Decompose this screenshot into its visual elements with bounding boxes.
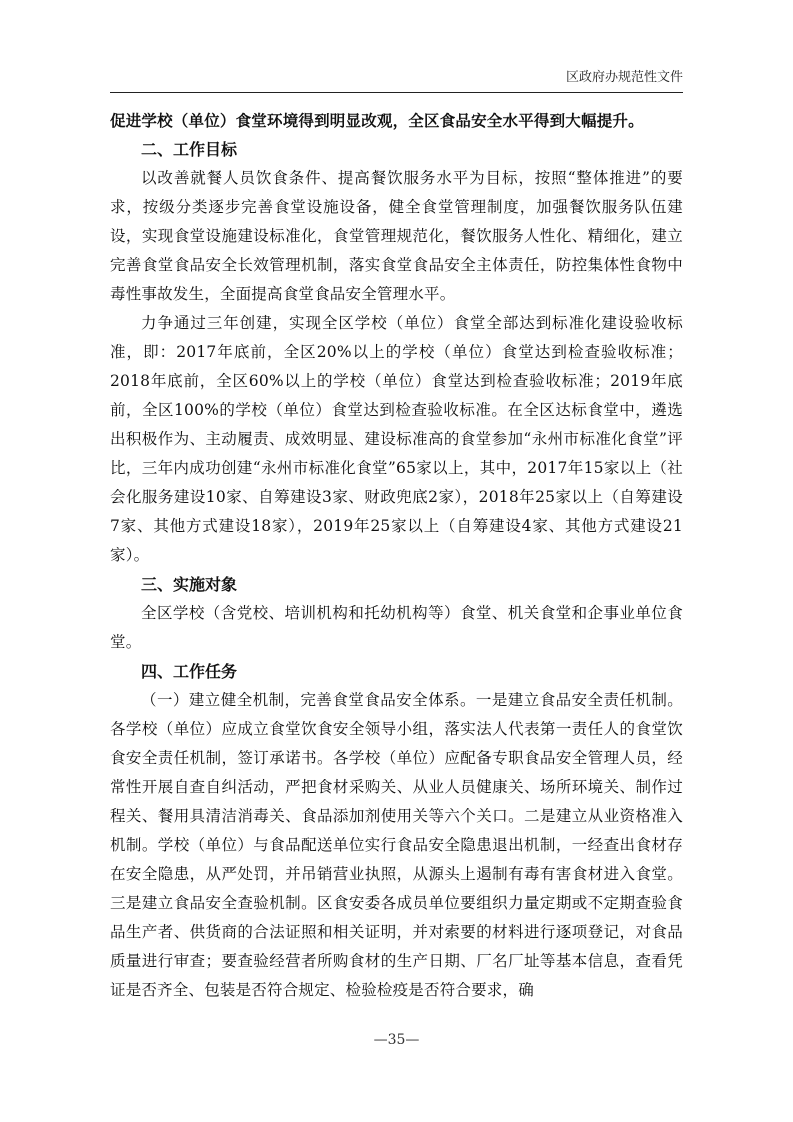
header-divider <box>110 92 683 93</box>
header-title: 区政府办规范性文件 <box>565 70 683 85</box>
paragraph-scope: 全区学校（含党校、培训机构和托幼机构等）食堂、机关食堂和企事业单位食堂。 <box>110 604 683 651</box>
paragraph-goals: 以改善就餐人员饮食条件、提高餐饮服务水平为目标，按照“整体推进”的要求，按级分类逐步完善食堂设施设备，健全食堂管理制度，加强餐饮服务队伍建设，实现食堂设施建设标准化，食堂管理规范化，餐饮服务人性化、精细化，建立完善食堂食品安全长效管理机制，落实食堂食品安全主体责任，防控集体性食物中毒性事故发生，全面提高食堂食品安全管理水平。 <box>110 169 683 303</box>
paragraph-continuation: 促进学校（单位）食堂环境得到明显改观，全区食品安全水平得到大幅提升。 <box>110 111 644 130</box>
paragraph-targets: 力争通过三年创建，实现全区学校（单位）食堂全部达到标准化建设验收标准，即：2017年底前，全区20%以上的学校（单位）食堂达到检查验收标准；2018年底前，全区60%以上的学校（单位）食堂达到检查验收标准；2019年底前，全区100%的学校（单位）食堂达到检查验收标准。在全区达标食堂中，遴选出积极作为、主动履责、成效明显、建设标准高的食堂参加“永州市标准化食堂”评比，三年内成功创建“永州市标准化食堂”65家以上，其中，2017年15家以上（社会化服务建设10家、自筹建设3家、财政兜底2家），2018年25家以上（自筹建设7家、其他方式建设18家），2019年25家以上（自筹建设4家、其他方式建设21家）。 <box>110 314 683 564</box>
section-heading-scope: 三、实施对象 <box>141 575 238 594</box>
document-body <box>110 106 683 1005</box>
section-heading-tasks: 四、工作任务 <box>141 662 238 681</box>
page-number: —35— <box>373 1032 420 1048</box>
paragraph-tasks: （一）建立健全机制，完善食堂食品安全体系。一是建立食品安全责任机制。各学校（单位）应成立食堂饮食安全领导小组，落实法人代表第一责任人的食堂饮食安全责任机制，签订承诺书。各学校（单位）应配备专职食品安全管理人员，经常性开展自查自纠活动，严把食材采购关、从业人员健康关、场所环境关、制作过程关、餐用具清洁消毒关、食品添加剂使用关等六个关口。二是建立从业资格准入机制。学校（单位）与食品配送单位实行食品安全隐患退出机制，一经查出食材存在安全隐患，从严处罚，并吊销营业执照，从源头上遏制有毒有害食材进入食堂。三是建立食品安全查验机制。区食安委各成员单位要组织力量定期或不定期查验食品生产者、供货商的合法证照和相关证明，并对索要的材料进行逐项登记，对食品质量进行审查；要查验经营者所购食材的生产日期、厂名厂址等基本信息，查看凭证是否齐全、包装是否符合规定、检验检疫是否符合要求，确 <box>110 691 683 999</box>
section-heading-goals: 二、工作目标 <box>141 140 238 159</box>
